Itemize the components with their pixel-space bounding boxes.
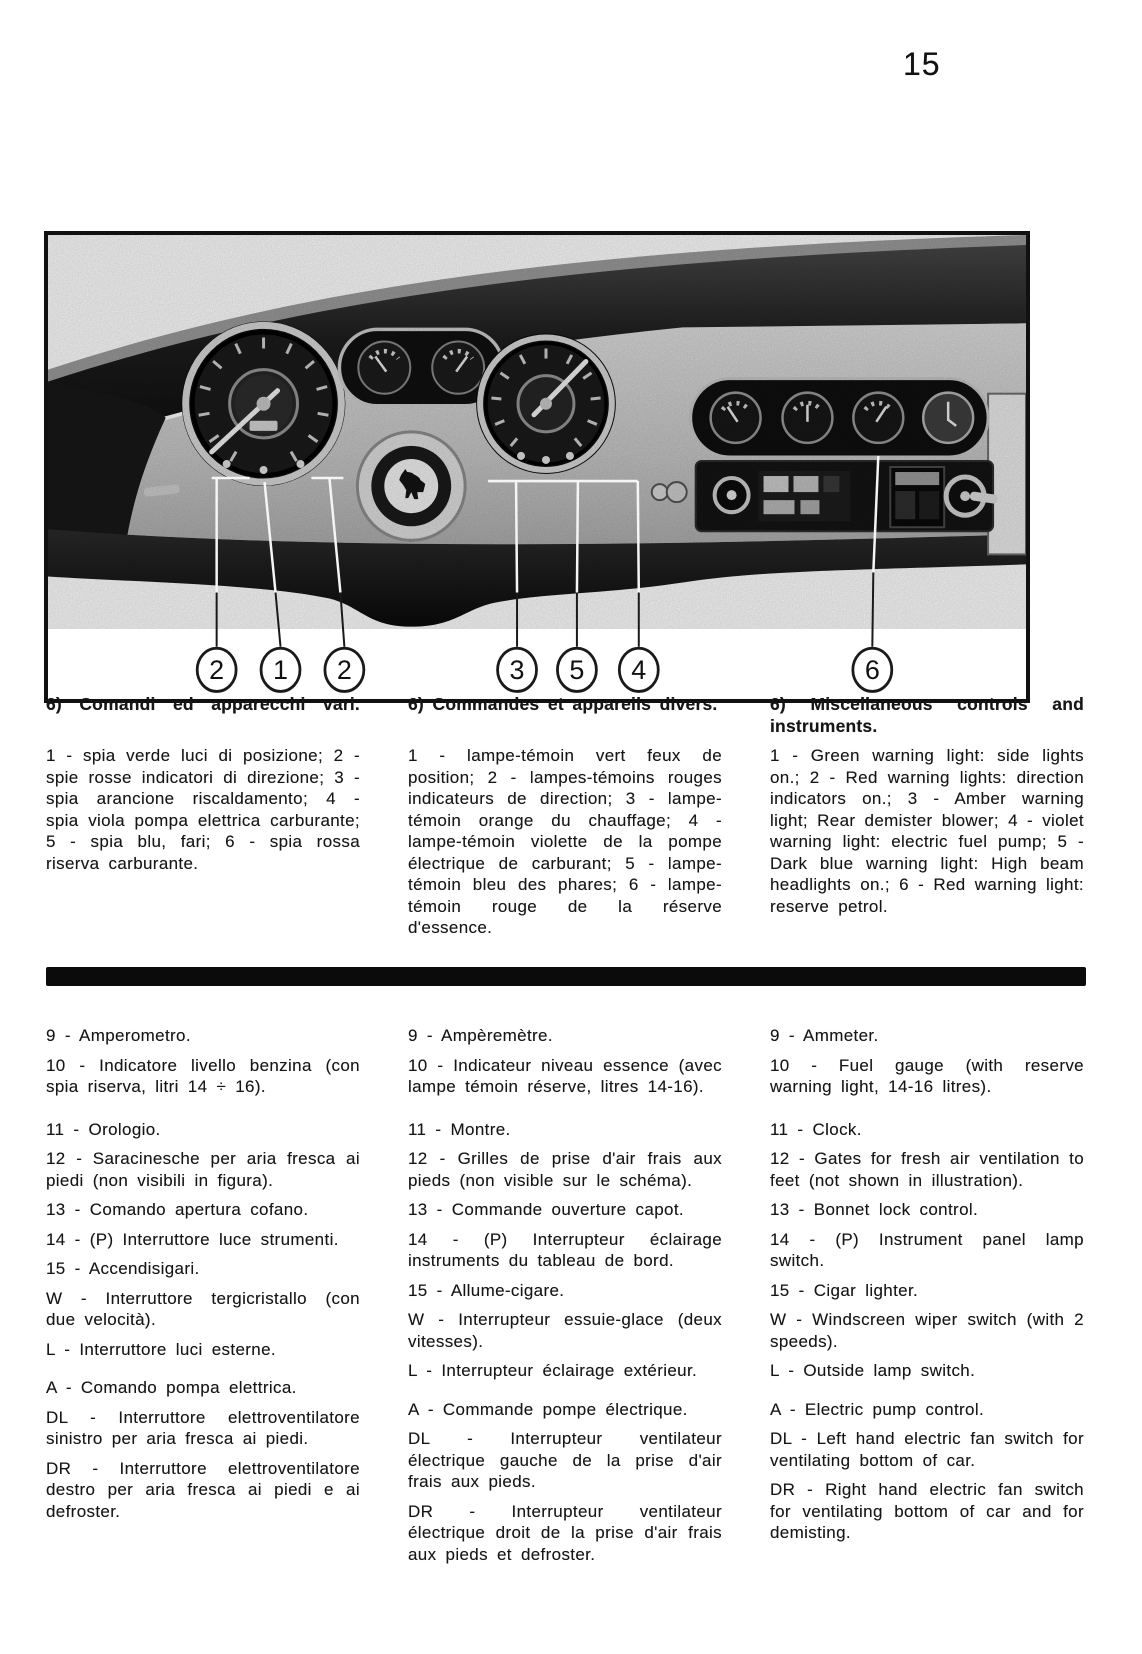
list-item: 15 - Allume-cigare. [408, 1280, 565, 1300]
list-item: 9 - Ammeter. [770, 1026, 879, 1045]
callout-3 [498, 648, 537, 691]
column-english [770, 693, 1084, 928]
list-item: 12 - Saracinesche per aria fresca ai piedi (non visibili in figura). [46, 1149, 360, 1190]
section-heading-fr: 6) Commandes et appareils divers. [408, 694, 718, 714]
list-item: 11 - Orologio. [46, 1119, 161, 1139]
photo-grain [48, 235, 1026, 629]
svg-text:2: 2 [209, 654, 225, 685]
list-item: DR - Interrupteur ventilateur électrique droit de la prise d'air frais aux pieds et defroster. [408, 1501, 722, 1564]
section-body-en: 1 - Green warning light: side lights on.; 2 - Red warning lights: direction indicators on.; 3 - Amber warning light; Rear demister blower; 4 - violet warning light: electric fuel pump; 5 - Dark blue warning light: High beam headlights on.; 6 - Red warning light: reserve petrol. [770, 746, 1084, 916]
list-item: 9 - Amperometro. [46, 1026, 191, 1045]
list-item: 15 - Cigar lighter. [770, 1280, 919, 1300]
callout-5 [557, 648, 596, 691]
list-item: DR - Right hand electric fan switch for ventilating bottom of car and for demisting. [770, 1480, 1084, 1542]
list-item: A - Comando pompa elettrica. [46, 1378, 297, 1397]
list-french [408, 1025, 722, 1565]
list-item: A - Electric pump control. [770, 1399, 985, 1419]
column-italian [46, 693, 360, 928]
section-divider-bar [46, 967, 1086, 986]
list-italian [46, 1025, 360, 1522]
list-item: 10 - Indicatore livello benzina (con spia riserva, litri 14 ÷ 16). [46, 1055, 360, 1096]
page-number: 15 [903, 46, 941, 82]
svg-text:4: 4 [631, 654, 647, 685]
section-body-fr: 1 - lampe-témoin vert feux de position; 2 - lampes-témoins rouges indicateurs de direction; 3 - lampe-témoin orange du chauffage; 4 - lampe-témoin violette de la pompe électrique de carburant; 5 - lampe-témoin bleu des phares; 6 - lampe-témoin rouge de la réserve d'essence. [408, 746, 722, 937]
list-item: L - Outside lamp switch. [770, 1361, 976, 1380]
svg-text:5: 5 [569, 654, 585, 685]
callout-4 [619, 648, 658, 691]
list-item: DL - Left hand electric fan switch for ventilating bottom of car. [770, 1429, 1084, 1470]
list-item: W - Interrupteur essuie-glace (deux vitesses). [408, 1310, 722, 1351]
list-item: 9 - Ampèremètre. [408, 1026, 553, 1045]
list-item: 12 - Grilles de prise d'air frais aux pieds (non visible sur le schéma). [408, 1149, 722, 1190]
callout-6 [853, 648, 892, 691]
list-item: 14 - (P) Interruttore luce strumenti. [46, 1229, 339, 1249]
svg-text:3: 3 [509, 654, 525, 685]
dashboard-photo [44, 231, 1030, 703]
list-item: 13 - Bonnet lock control. [770, 1200, 979, 1219]
list-item: 13 - Commande ouverture capot. [408, 1200, 684, 1219]
list-item: 13 - Comando apertura cofano. [46, 1200, 309, 1219]
svg-text:1: 1 [273, 654, 289, 685]
list-item: 15 - Accendisigari. [46, 1259, 200, 1278]
list-item: W - Interruttore tergicristallo (con due velocità). [46, 1288, 360, 1329]
list-item: 14 - (P) Interrupteur éclairage instruments du tableau de bord. [408, 1229, 722, 1270]
section-body-it: 1 - spia verde luci di posizione; 2 - spie rosse indicatori di direzione; 3 - spia arancione riscaldamento; 4 - spia viola pompa elettrica carburante; 5 - spia blu, fari; 6 - spia rossa riserva carburante. [46, 746, 360, 873]
list-item: 10 - Fuel gauge (with reserve warning light, 14-16 litres). [770, 1055, 1084, 1096]
callout-1 [261, 648, 300, 691]
callout-2b [325, 648, 364, 691]
callout-2a [197, 648, 236, 691]
svg-text:2: 2 [336, 654, 352, 685]
list-english [770, 1025, 1084, 1544]
list-item: L - Interruttore luci esterne. [46, 1339, 276, 1359]
dashboard-figure [44, 231, 1030, 703]
svg-text:6: 6 [864, 654, 880, 685]
list-item: DL - Interrupteur ventilateur électrique gauche de la prise d'air frais aux pieds. [408, 1429, 722, 1491]
section-heading-en: 6) Miscellaneous controls and instruments. [770, 694, 1084, 736]
list-item: 10 - Indicateur niveau essence (avec lampe témoin réserve, litres 14-16). [408, 1055, 722, 1096]
list-item: DR - Interruttore elettroventilatore destro per aria fresca ai piedi e ai defroster. [46, 1458, 360, 1521]
column-french [408, 693, 722, 937]
list-item: L - Interrupteur éclairage extérieur. [408, 1361, 698, 1380]
list-item: 14 - (P) Instrument panel lamp switch. [770, 1229, 1084, 1270]
list-item: W - Windscreen wiper switch (with 2 speeds). [770, 1310, 1084, 1351]
list-item: 11 - Clock. [770, 1119, 862, 1139]
list-item: A - Commande pompe électrique. [408, 1399, 688, 1419]
list-item: 11 - Montre. [408, 1119, 511, 1139]
section-heading-it: 6) Comandi ed apparecchi vari. [46, 694, 360, 714]
list-item: DL - Interruttore elettroventilatore sinistro per aria fresca ai piedi. [46, 1407, 360, 1448]
list-item: 12 - Gates for fresh air ventilation to feet (not shown in illustration). [770, 1149, 1084, 1190]
